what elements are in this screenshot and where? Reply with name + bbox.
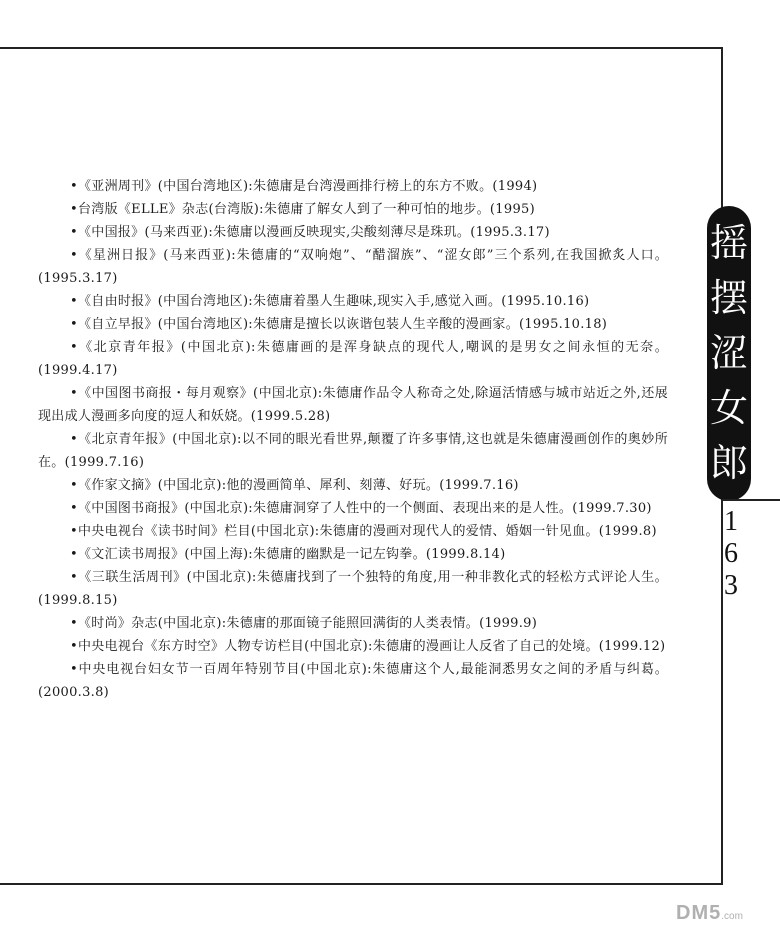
side-title-tab: [707, 206, 751, 501]
page-number: [716, 506, 746, 602]
review-entry: •《三联生活周刊》(中国北京):朱德庸找到了一个独特的角度,用一种非教化式的轻松方式评论人生。(1999.8.15): [38, 570, 668, 608]
site-watermark: [676, 902, 743, 925]
review-entry: •《北京青年报》(中国北京):以不同的眼光看世界,颠覆了许多事情,这也就是朱德庸漫画创作的奥妙所在。(1999.7.16): [38, 432, 668, 470]
review-entry: •《北京青年报》(中国北京):朱德庸画的是浑身缺点的现代人,嘲讽的是男女之间永恒的无奈。(1999.4.17): [38, 340, 668, 378]
side-title-char: 涩: [709, 331, 748, 375]
review-entry: •《作家文摘》(中国北京):他的漫画简单、犀利、刻薄、好玩。(1999.7.16): [70, 478, 519, 493]
side-title-char: 郎: [709, 441, 748, 485]
page-number-digit: 1: [724, 506, 738, 537]
side-title-char: 摆: [709, 276, 748, 320]
review-entry: •《时尚》杂志(中国北京):朱德庸的那面镜子能照回满街的人类表情。(1999.9): [70, 616, 538, 631]
side-title-char: 女: [709, 386, 748, 430]
page-number-digit: 3: [724, 570, 738, 601]
review-entry: •《星洲日报》(马来西亚):朱德庸的“双响炮”、“醋溜族”、“涩女郎”三个系列,在我国掀炙人口。(1995.3.17): [38, 248, 668, 286]
review-entry: •《自由时报》(中国台湾地区):朱德庸着墨人生趣味,现实入手,感觉入画。(1995.10.16): [70, 294, 590, 309]
review-entry: •中央电视台《读书时间》栏目(中国北京):朱德庸的漫画对现代人的爱情、婚姻一针见血。(1999.8): [70, 524, 657, 539]
review-entry: •《中国报》(马来西亚):朱德庸以漫画反映现实,尖酸刻薄尽是珠玑。(1995.3.17): [70, 225, 550, 240]
page-number-digit: 6: [724, 538, 738, 569]
watermark-text: DM5: [676, 902, 722, 924]
review-entry: •台湾版《ELLE》杂志(台湾版):朱德庸了解女人到了一种可怕的地步。(1995): [70, 202, 535, 217]
watermark-suffix: .com: [721, 911, 743, 922]
side-title-char: 摇: [709, 221, 748, 265]
review-list: [38, 175, 668, 704]
review-entry: •《文汇读书周报》(中国上海):朱德庸的幽默是一记左钩拳。(1999.8.14): [70, 547, 506, 562]
side-divider: [722, 499, 780, 501]
review-entry: •《亚洲周刊》(中国台湾地区):朱德庸是台湾漫画排行榜上的东方不败。(1994): [70, 179, 538, 194]
review-entry: •《自立早报》(中国台湾地区):朱德庸是擅长以诙谐包装人生辛酸的漫画家。(1995.10.18): [70, 317, 608, 332]
review-entry: •《中国图书商报》(中国北京):朱德庸洞穿了人性中的一个侧面、表现出来的是人性。(1999.7.30): [70, 501, 652, 516]
review-entry: •《中国图书商报・每月观察》(中国北京):朱德庸作品令人称奇之处,除逼活情感与城市站近之外,还展现出成人漫画多向度的逗人和妖娆。(1999.5.28): [38, 386, 668, 424]
review-entry: •中央电视台妇女节一百周年特别节目(中国北京):朱德庸这个人,最能洞悉男女之间的矛盾与纠葛。(2000.3.8): [38, 662, 668, 700]
review-entry: •中央电视台《东方时空》人物专访栏目(中国北京):朱德庸的漫画让人反省了自己的处境。(1999.12): [70, 639, 666, 654]
